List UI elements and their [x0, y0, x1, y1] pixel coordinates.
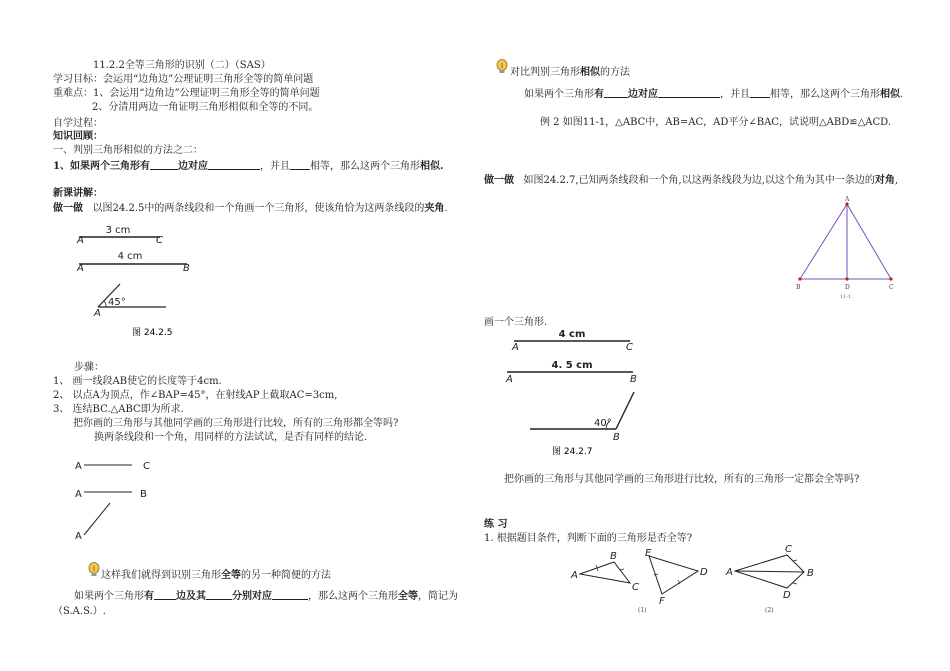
- change-instruction: 换两条线段和一个角，用同样的方法试试，是否有同样的结论.: [94, 432, 368, 443]
- compare-question-right: 把你画的三角形与其他同学画的三角形进行比较，所有的三角形一定都会全等吗?: [504, 474, 860, 485]
- figure-24-2-5: [70, 222, 200, 350]
- sim-blank-2[interactable]: [658, 87, 720, 98]
- drawing-primitives: [70, 455, 180, 550]
- doit-line-right: [484, 175, 898, 187]
- another-end: 的另一种简便的方法: [241, 570, 331, 581]
- angle-arc: [104, 301, 106, 307]
- vertex-b: [798, 277, 801, 280]
- point-b2-247: B: [630, 374, 637, 385]
- rule-text-d: 分别对应: [232, 591, 272, 602]
- question-1: 1. 根据题目条件，判断下面的三角形是否全等?: [484, 533, 693, 544]
- step-3: 3、 连结BC.△ABC即为所求.: [53, 404, 184, 415]
- p1-label-f: F: [659, 596, 665, 607]
- rule-text-c: 边及其: [176, 591, 206, 602]
- new-lesson-heading: 新课讲解：: [53, 188, 103, 199]
- point-c1-247: C: [626, 342, 633, 353]
- point-a-1: A: [77, 235, 84, 246]
- learning-goal: 学习目标：会运用“边角边”公理证明三角形全等的简单问题: [53, 74, 314, 85]
- self-study-label: 自学过程：: [53, 118, 103, 129]
- compare-heading-b: 相似: [580, 67, 600, 78]
- sas-abbreviation: （S.A.S.）.: [53, 606, 106, 617]
- sim-text-g: .: [900, 89, 904, 100]
- point-a1-247: A: [512, 342, 519, 353]
- label-d: D: [845, 284, 850, 291]
- angle-label: 45°: [108, 297, 126, 308]
- sim-text-d: ，并且: [720, 89, 750, 100]
- seg2-label-247: 4. 5 cm: [551, 360, 593, 371]
- p1-label-a: A: [571, 570, 578, 581]
- vertex-c: [889, 277, 892, 280]
- practice-heading: 练 习: [484, 519, 508, 530]
- caption-11-1: 11-1: [840, 294, 852, 300]
- rule-blank-1[interactable]: [154, 589, 176, 600]
- review-text-f: .: [439, 161, 444, 172]
- review-text-c: ，并且: [259, 161, 290, 172]
- sim-text-c: 边对应: [628, 89, 658, 100]
- review-text-b: 边对应: [177, 161, 208, 172]
- label-c: C: [889, 284, 894, 291]
- prim-a-3: A: [75, 531, 82, 542]
- p1-label-b: B: [610, 551, 617, 562]
- similar-rule-line: [524, 87, 903, 101]
- review-blank-1[interactable]: [150, 159, 178, 170]
- side-ab: [800, 204, 847, 279]
- another-method-line: [101, 570, 331, 582]
- doit-end-right: ,: [894, 175, 899, 186]
- review-item-1: [53, 159, 443, 173]
- compare-heading: [510, 67, 630, 79]
- point-a-2: A: [77, 263, 84, 274]
- review-blank-3[interactable]: [290, 159, 310, 170]
- doit-label: 做一做: [53, 203, 83, 214]
- sim-text-b: 有: [594, 89, 604, 100]
- review-text-e: 相似: [419, 161, 440, 172]
- angle-ray-2-247: [616, 392, 634, 429]
- another-text: 这样我们就得到识别三角形: [101, 570, 221, 581]
- angle-label-247: 40°: [594, 418, 612, 429]
- label-a: A: [845, 196, 850, 203]
- doit-label-right: 做一做: [484, 175, 514, 186]
- point-c-1: C: [156, 235, 163, 246]
- sim-text-e: 相等，那么这两个三角形: [770, 89, 880, 100]
- seg2-label: 4 cm: [117, 251, 143, 262]
- figure-11-1: [790, 195, 900, 305]
- step-1: 1、 画一线段AB使它的长度等于4cm.: [53, 376, 222, 387]
- sim-text-f: 相似: [880, 89, 900, 100]
- point-b3-247: B: [613, 432, 620, 443]
- step-2: 2、 以点A为顶点，作∠BAP=45°，在射线AP上截取AC=3cm,: [53, 390, 338, 401]
- triangle-abc: [580, 562, 630, 583]
- review-text-d: 相等，那么这两个三角形: [309, 161, 420, 172]
- figure-caption-245: 图 24.2.5: [132, 328, 173, 338]
- practice-figure-1: [570, 548, 710, 616]
- point-a-3: A: [94, 308, 101, 319]
- rule-blank-3[interactable]: [272, 589, 308, 600]
- doit-text: 以图24.2.5中的两条线段和一个角画一个三角形，使该角恰为这两条线段的: [92, 203, 425, 214]
- p1-label-c: C: [632, 582, 639, 593]
- draw-triangle-label: 画一个三角形.: [484, 317, 548, 328]
- sas-rule-line: [74, 589, 458, 603]
- rule-text-f: 全等: [398, 591, 418, 602]
- rule-text-g: ，简记为: [418, 591, 458, 602]
- sim-blank-1[interactable]: [604, 87, 628, 98]
- doit-end: .: [444, 203, 448, 214]
- review-heading: 知识回顾：: [53, 131, 103, 142]
- lightbulb-icon-right: [495, 59, 509, 75]
- seg1-label: 3 cm: [105, 225, 131, 236]
- diagonal-ab: [735, 571, 804, 572]
- doit-bold: 夹角: [424, 203, 445, 214]
- prim-a-2: A: [75, 489, 82, 500]
- point-a2-247: A: [506, 374, 513, 385]
- prim-b-2: B: [140, 489, 147, 500]
- p2-label-b: B: [807, 568, 814, 579]
- sim-blank-3[interactable]: [750, 87, 770, 98]
- p2-label-d: D: [783, 590, 791, 601]
- page-title: 11.2.2全等三角形的识别（二）（SAS）: [93, 60, 271, 71]
- point-b-2: B: [183, 263, 190, 274]
- triangle-efd: [649, 556, 698, 594]
- practice-figure-2: [725, 545, 830, 617]
- compare-heading-a: 对比判别三角形: [510, 67, 580, 78]
- prim-angle-ray: [84, 503, 110, 535]
- rule-text-e: ，那么这两个三角形: [308, 591, 398, 602]
- p2-caption: (2): [765, 607, 774, 614]
- rule-text-b: 有: [144, 591, 154, 602]
- side-ac: [847, 204, 891, 279]
- steps-heading: 步骤：: [74, 362, 104, 373]
- rule-blank-2[interactable]: [206, 589, 232, 600]
- review-blank-2[interactable]: [208, 159, 260, 170]
- another-bold: 全等: [221, 570, 241, 581]
- p1-label-d: D: [700, 567, 708, 578]
- prim-a-1: A: [75, 461, 82, 472]
- rule-text-a: 如果两个三角形: [74, 591, 144, 602]
- p2-label-a: A: [726, 567, 733, 578]
- doit-bold-right: 对角: [874, 175, 895, 186]
- lightbulb-icon: [87, 562, 101, 578]
- figure-caption-247: 图 24.2.7: [552, 447, 593, 457]
- p1-label-e: E: [645, 548, 652, 559]
- p1-caption: (1): [638, 607, 647, 614]
- label-b: B: [796, 284, 801, 291]
- sim-text-a: 如果两个三角形: [524, 89, 594, 100]
- example-2: 例 2 如图11-1，△ABC中，AB=AC，AD平分∠BAC，试说明△ABD≌△ACD.: [540, 117, 892, 128]
- doit-line-left: [53, 203, 448, 215]
- compare-heading-c: 的方法: [600, 67, 630, 78]
- doit-text-right: 如图24.2.7,已知两条线段和一个角,以这两条线段为边,以这个角为其中一条边的: [523, 175, 875, 186]
- p2-label-c: C: [785, 545, 792, 555]
- seg1-label-247: 4 cm: [558, 329, 586, 340]
- prim-c-1: C: [143, 461, 150, 472]
- compare-question: 把你画的三角形与其他同学画的三角形进行比较，所有的三角形都全等吗?: [73, 418, 399, 429]
- key-point-2: 2、分清用两边一角证明三角形相似和全等的不同。: [92, 102, 319, 113]
- review-subheading: 一、判别三角形相似的方法之二：: [53, 145, 203, 156]
- vertex-d: [845, 277, 848, 280]
- figure-24-2-7: [500, 325, 650, 460]
- review-text-a: 1、如果两个三角形有: [53, 161, 150, 172]
- key-point-1: 重难点：1、会运用“边角边”公理证明三角形全等的简单问题: [53, 88, 320, 99]
